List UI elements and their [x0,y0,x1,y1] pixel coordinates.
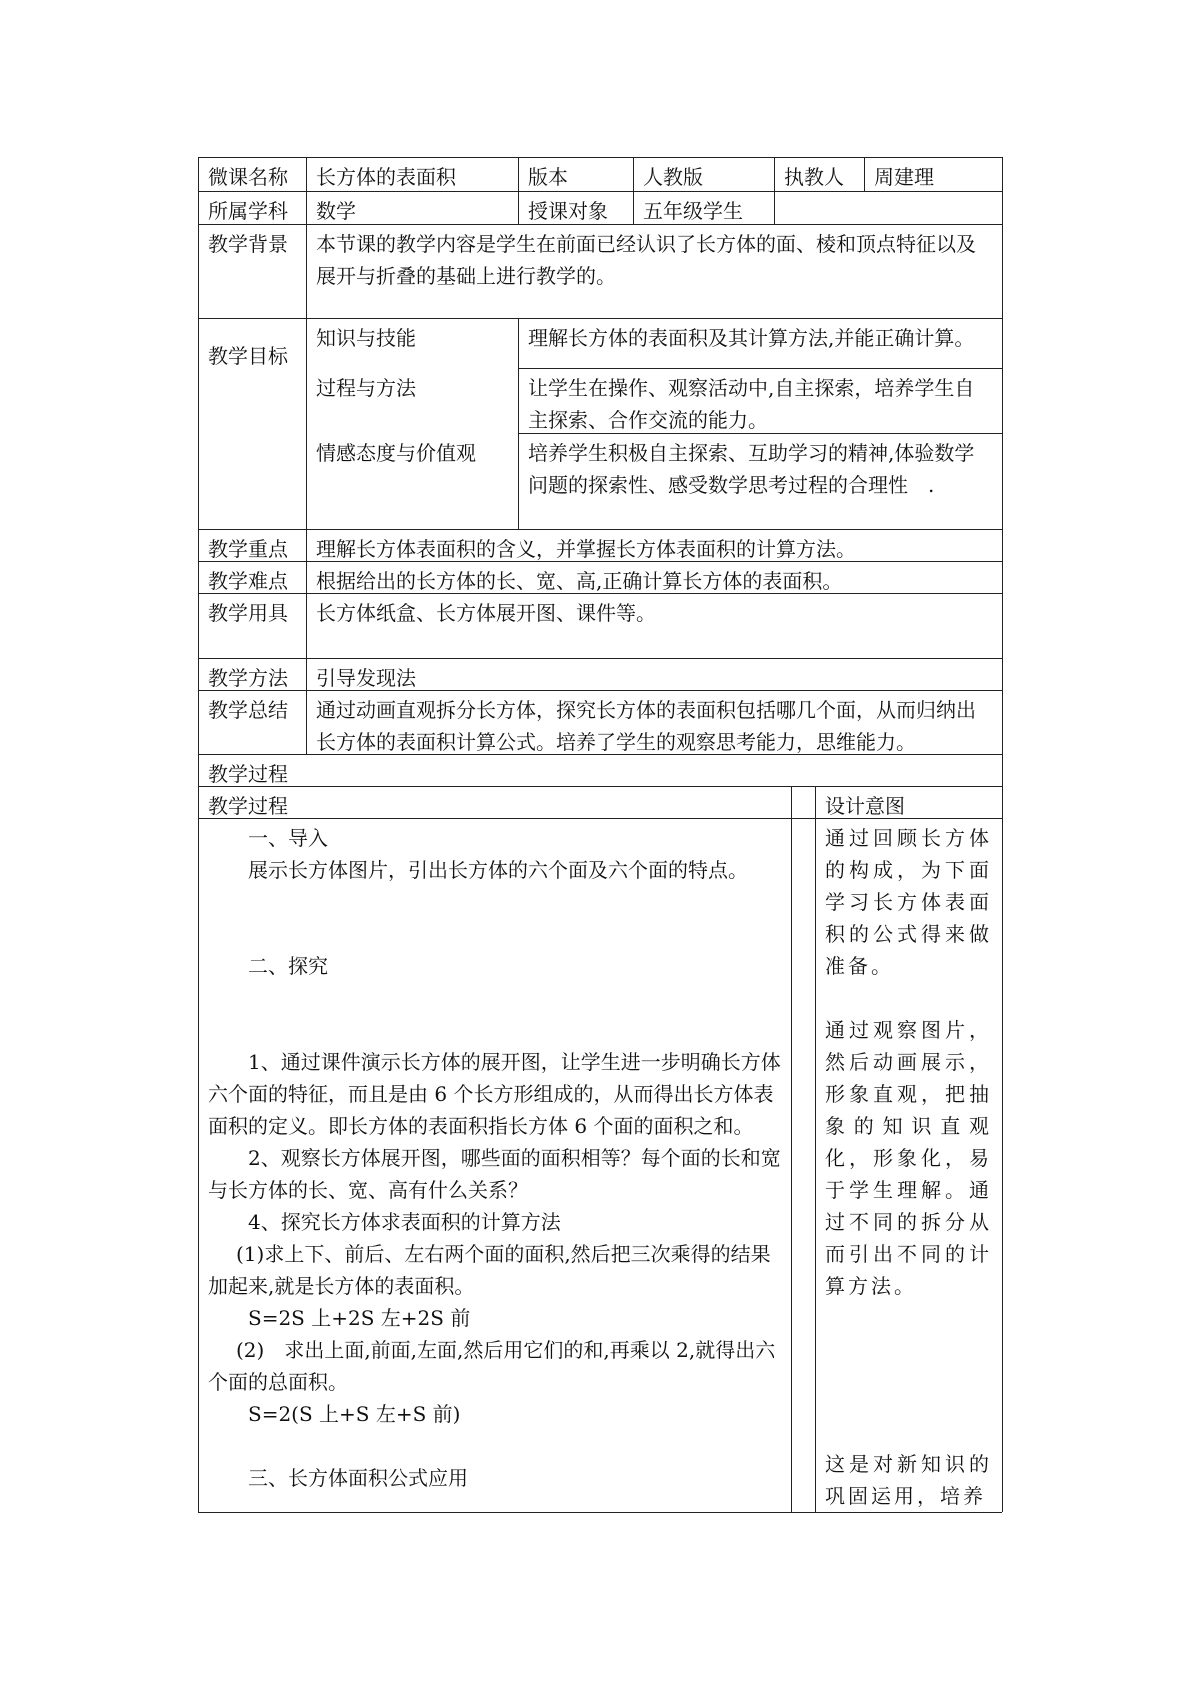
method-label: 教学方法 [208,666,288,690]
process-body [198,818,791,1494]
difficulty-text: 根据给出的长方体的长、宽、高,正确计算长方体的表面积。 [316,569,843,593]
audience-label: 授课对象 [528,199,608,223]
key-point-text: 理解长方体表面积的含义，并掌握长方体表面积的计算方法。 [316,537,856,561]
objective-name-knowledge: 知识与技能 [316,326,416,350]
intro-title: 一、导入 [248,826,328,850]
subject-value: 数学 [316,199,356,223]
summary-label: 教学总结 [208,698,288,722]
design-column-header: 设计意图 [825,794,905,818]
table-border [791,786,792,1512]
course-name-value: 长方体的表面积 [316,165,456,189]
objective-text-process: 让学生在操作、观察活动中,自主探索，培养学生自主探索、合作交流的能力。 [528,376,975,432]
apply-title: 三、长方体面积公式应用 [248,1466,468,1490]
objective-name-attitude: 情感态度与价值观 [316,441,476,465]
subject-label: 所属学科 [208,199,288,223]
edition-value: 人教版 [643,165,703,189]
key-point-label: 教学重点 [208,537,288,561]
method-2: (2) 求出上面,前面,左面,然后用它们的和,再乘以 2,就得出六个面的总面积。 [208,1338,776,1394]
formula-1: S=2S 上+2S 左+2S 前 [248,1306,471,1330]
table-border [1002,157,1003,1512]
tools-text: 长方体纸盒、长方体展开图、课件等。 [316,601,656,625]
objective-name-process: 过程与方法 [316,376,416,400]
tools-label: 教学用具 [208,601,288,625]
explore-paragraph-1: 1、通过课件演示长方体的展开图，让学生进一步明确长方体六个面的特征，而且是由 6 个长方形组成的，从而得出长方体表面积的定义。即长方体的表面积指长方体 6 个面的面积之和。 [208,1050,781,1138]
table-border [198,1512,1002,1513]
explore-paragraph-4: 4、探究长方体求表面积的计算方法 [248,1210,561,1234]
objectives-label: 教学目标 [208,344,288,368]
course-name-label: 微课名称 [208,165,288,189]
spacer [208,1430,781,1462]
process-section-title: 教学过程 [208,762,288,786]
design-intent-2: 通过观察图片，然后动画展示，形象直观，把抽象的知识直观化，形象化，易于学生理解。通过不同的拆分从而引出不同的计算方法。 [825,1018,992,1298]
objective-text-attitude: 培养学生积极自主探索、互助学习的精神,体验数学问题的探索性、感受数学思考过程的合理性 . [528,441,975,497]
formula-2: S=2(S 上+S 左+S 前) [248,1402,461,1426]
background-label: 教学背景 [208,232,288,256]
process-column-header: 教学过程 [208,794,288,818]
explore-title: 二、探究 [248,954,328,978]
spacer [208,982,781,1046]
design-intent-1: 通过回顾长方体的构成，为下面学习长方体表面积的公式得来做准备。 [825,826,992,978]
intro-text: 展示长方体图片，引出长方体的六个面及六个面的特点。 [248,858,748,882]
summary-text: 通过动画直观拆分长方体，探究长方体的表面积包括哪几个面，从而归纳出长方体的表面积计算公式。培养了学生的观察思考能力，思维能力。 [316,698,976,754]
audience-value: 五年级学生 [643,199,743,223]
teacher-label: 执教人 [784,165,844,189]
objective-text-knowledge: 理解长方体的表面积及其计算方法,并能正确计算。 [528,326,975,350]
spacer [208,886,781,950]
method-text: 引导发现法 [316,666,416,690]
teacher-value: 周建理 [874,165,934,189]
method-1: (1)求上下、前后、左右两个面的面积,然后把三次乘得的结果加起来,就是长方体的表面积。 [208,1242,771,1298]
difficulty-label: 教学难点 [208,569,288,593]
background-text: 本节课的教学内容是学生在前面已经认识了长方体的面、棱和顶点特征以及展开与折叠的基础上进行教学的。 [316,232,976,288]
design-intent-3: 这是对新知识的巩固运用，培养 [825,1452,992,1508]
explore-paragraph-2: 2、观察长方体展开图，哪些面的面积相等？每个面的长和宽与长方体的长、宽、高有什么关系？ [208,1146,781,1202]
edition-label: 版本 [528,165,568,189]
